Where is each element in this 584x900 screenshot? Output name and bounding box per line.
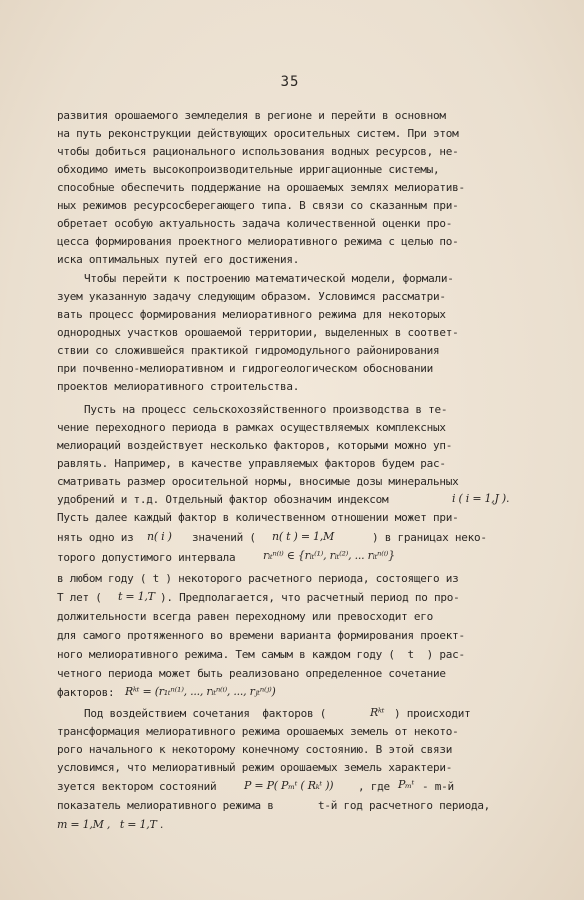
text-line: зуем указанную задачу следующим образом. Условимся рассматри- — [57, 290, 446, 303]
text-line: ствии со сложившейся практикой гидромодульного районирования — [57, 344, 440, 357]
formula-years: t = 1,T — [118, 590, 155, 603]
text-line: сматривать размер оросительной нормы, вносимые дозы минеральных — [57, 475, 459, 488]
formula-state: P = P( Pₘᵗ ( Rₖᵗ )) — [244, 779, 334, 792]
text-line: обретает особую актуальность задача количественной оценки про- — [57, 217, 453, 230]
text-line: равлять. Например, в качестве управляемых факторов будем рас- — [57, 457, 446, 470]
text-line: в любом году ( t ) некоторого расчетного периода, состоящего из — [57, 572, 459, 585]
text-line: t-й год расчетного периода, — [318, 799, 491, 812]
text-line: для самого протяженного во времени варианта формирования проект- — [57, 629, 465, 642]
text-line: рого начального к некоторому конечному состоянию. В этой связи — [57, 743, 453, 756]
formula-interval: rᵢₜⁿ⁽ⁱ⁾ ∈ {rᵢₜ⁽¹⁾, rᵢₜ⁽²⁾, ... rᵢₜⁿ⁽ⁱ⁾} — [263, 549, 395, 562]
text-line: ). Предполагается, что расчетный период по про- — [160, 591, 460, 604]
formula-ranges: m = 1,M , t = 1,T . — [57, 818, 164, 831]
text-line: показатель мелиоративного режима в — [57, 799, 274, 812]
text-line: Чтобы перейти к построению математической модели, формали- — [84, 272, 454, 285]
text-line: Пусть на процесс сельскохозяйственного производства в те- — [84, 403, 448, 416]
text-line: Т лет ( — [57, 591, 102, 604]
text-line: - m-й — [422, 780, 454, 793]
text-line: ного мелиоративного режима. Тем самым в каждом году ( t ) рас- — [57, 648, 465, 661]
text-line: однородных участков орошаемой территории, выделенных в соответ- — [57, 326, 459, 339]
text-line: чение переходного периода в рамках осуществляемых комплексных — [57, 421, 446, 434]
text-line: Под воздействием сочетания факторов ( — [84, 707, 327, 720]
text-line: иска оптимальных путей его достижения. — [57, 253, 300, 266]
text-line: зуется вектором состояний — [57, 780, 217, 793]
text-line: на путь реконструкции действующих оросительных систем. При этом — [57, 127, 459, 140]
text-line: четного периода может быть реализовано определенное сочетание — [57, 667, 446, 680]
text-line: ) в границах неко- — [372, 531, 487, 544]
formula-combination: Rᵏᵗ = (r₁ₜⁿ⁽¹⁾, ..., rᵢₜⁿ⁽ⁱ⁾, ..., rⱼₜⁿ⁽ʲ⁾) — [125, 685, 276, 698]
text-line: цесса формирования проектного мелиоративного режима с целью по- — [57, 235, 459, 248]
text-line: способные обеспечить поддержание на орошаемых землях мелиоратив- — [57, 181, 465, 194]
text-line: факторов: — [57, 686, 115, 699]
text-line: вать процесс формирования мелиоративного режима для некоторых — [57, 308, 446, 321]
formula-pm: Pₘᵗ — [398, 778, 415, 791]
text-line: ) происходит — [394, 707, 471, 720]
text-line: нять одно из — [57, 531, 134, 544]
text-line: ных режимов ресурсосберегающего типа. В связи со сказанным при- — [57, 199, 459, 212]
text-line: Пусть далее каждый фактор в количественном отношении может при- — [57, 511, 459, 524]
formula-rk: Rᵏᵗ — [370, 706, 385, 719]
text-line: развития орошаемого земледелия в регионе и перейти в основном — [57, 109, 446, 122]
text-line: удобрений и т.д. Отдельный фактор обозначим индексом — [57, 493, 389, 506]
formula-n-i: n( i ) — [147, 530, 172, 543]
text-line: при почвенно-мелиоративном и гидрогеологическом обосновании — [57, 362, 433, 375]
text-line: должительности всегда равен переходному или превосходит его — [57, 610, 433, 623]
text-line: торого допустимого интервала — [57, 551, 236, 564]
page-number: 35 — [280, 74, 300, 90]
formula-index-i: i ( i = 1,J ). — [452, 492, 510, 505]
text-line: чтобы добиться рационального использования водных ресурсов, не- — [57, 145, 459, 158]
text-line: мелиораций воздействует несколько факторов, которыми можно уп- — [57, 439, 453, 452]
text-line: условимся, что мелиоративный режим орошаемых земель характери- — [57, 761, 453, 774]
formula-n-t: n( t ) = 1,M — [272, 530, 335, 543]
text-line: проектов мелиоративного строительства. — [57, 380, 300, 393]
text-line: значений ( — [192, 531, 256, 544]
text-line: обходимо иметь высокопроизводительные ирригационные системы, — [57, 163, 440, 176]
text-line: трансформация мелиоративного режима орошаемых земель от некото- — [57, 725, 459, 738]
text-line: , где — [358, 780, 390, 793]
